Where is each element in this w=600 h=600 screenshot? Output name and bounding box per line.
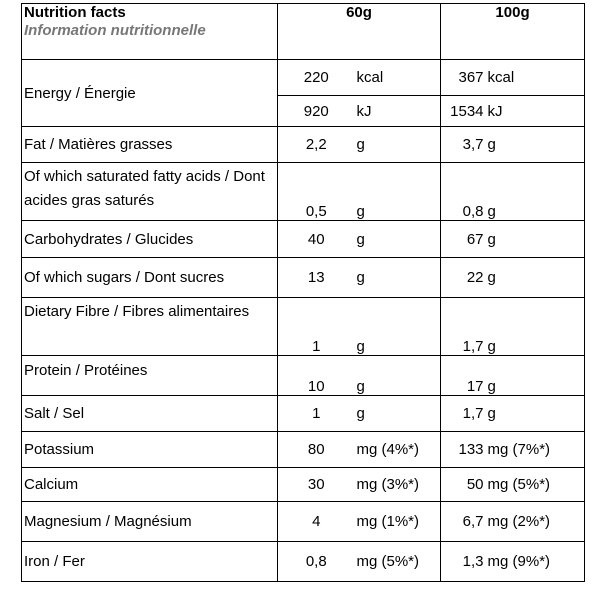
value-60g: 1 bbox=[278, 396, 355, 432]
value-100g: 133 bbox=[441, 432, 486, 468]
value-60g: 2,2 bbox=[278, 127, 355, 163]
table-row bbox=[22, 221, 585, 258]
unit-60g: kJ bbox=[355, 96, 441, 127]
value-100g: 22 bbox=[441, 258, 486, 298]
value-100g: 3,7 bbox=[441, 127, 486, 163]
table-row bbox=[22, 468, 585, 502]
nutrition-table bbox=[21, 3, 585, 582]
header-row bbox=[22, 4, 585, 60]
value-60g: 4 bbox=[278, 502, 355, 542]
header-title-cell bbox=[22, 4, 278, 60]
unit-100g: g bbox=[486, 163, 585, 221]
row-label: Salt / Sel bbox=[22, 396, 278, 432]
row-label: Iron / Fer bbox=[22, 542, 278, 582]
value-100g: 1,7 bbox=[441, 298, 486, 356]
value-60g: 30 bbox=[278, 468, 355, 502]
unit-100g: kJ bbox=[486, 96, 585, 127]
value-60g: 10 bbox=[278, 356, 355, 396]
row-label: Of which sugars / Dont sucres bbox=[22, 258, 278, 298]
row-label: Protein / Protéines bbox=[22, 356, 278, 396]
unit-60g: mg (3%*) bbox=[355, 468, 441, 502]
row-label: Fat / Matières grasses bbox=[22, 127, 278, 163]
table-row bbox=[22, 163, 585, 221]
unit-60g: g bbox=[355, 298, 441, 356]
row-label: Of which saturated fatty acids / Dont acides gras saturés bbox=[22, 163, 278, 221]
unit-100g: g bbox=[486, 298, 585, 356]
table-row bbox=[22, 127, 585, 163]
unit-60g: g bbox=[355, 396, 441, 432]
value-100g: 67 bbox=[441, 221, 486, 258]
unit-60g: g bbox=[355, 221, 441, 258]
value-60g: 220 bbox=[278, 60, 355, 96]
row-label: Calcium bbox=[22, 468, 278, 502]
table-title: Nutrition facts bbox=[24, 4, 126, 21]
table-row bbox=[22, 298, 585, 356]
value-60g: 920 bbox=[278, 96, 355, 127]
table-row bbox=[22, 502, 585, 542]
table-row bbox=[22, 396, 585, 432]
row-label: Magnesium / Magnésium bbox=[22, 502, 278, 542]
unit-60g: mg (4%*) bbox=[355, 432, 441, 468]
row-label: Potassium bbox=[22, 432, 278, 468]
table-subtitle: Information nutritionnelle bbox=[24, 22, 206, 39]
unit-100g: mg (2%*) bbox=[486, 502, 585, 542]
unit-60g: g bbox=[355, 258, 441, 298]
unit-60g: g bbox=[355, 356, 441, 396]
value-100g: 0,8 bbox=[441, 163, 486, 221]
value-100g: 1534 bbox=[441, 96, 486, 127]
table-row bbox=[22, 432, 585, 468]
unit-100g: g bbox=[486, 127, 585, 163]
unit-60g: mg (1%*) bbox=[355, 502, 441, 542]
unit-100g: g bbox=[486, 221, 585, 258]
value-60g: 0,5 bbox=[278, 163, 355, 221]
column-header-100g: 100g bbox=[441, 4, 585, 60]
unit-60g: g bbox=[355, 163, 441, 221]
energy-kcal-row bbox=[22, 60, 585, 96]
unit-60g: g bbox=[355, 127, 441, 163]
value-60g: 1 bbox=[278, 298, 355, 356]
table-row bbox=[22, 356, 585, 396]
table-row bbox=[22, 258, 585, 298]
unit-100g: mg (9%*) bbox=[486, 542, 585, 582]
column-header-60g: 60g bbox=[278, 4, 441, 60]
value-60g: 40 bbox=[278, 221, 355, 258]
unit-100g: g bbox=[486, 396, 585, 432]
value-100g: 17 bbox=[441, 356, 486, 396]
value-60g: 80 bbox=[278, 432, 355, 468]
value-60g: 0,8 bbox=[278, 542, 355, 582]
value-100g: 367 bbox=[441, 60, 486, 96]
unit-100g: mg (5%*) bbox=[486, 468, 585, 502]
unit-60g: kcal bbox=[355, 60, 441, 96]
value-100g: 6,7 bbox=[441, 502, 486, 542]
unit-100g: mg (7%*) bbox=[486, 432, 585, 468]
value-60g: 13 bbox=[278, 258, 355, 298]
value-100g: 1,7 bbox=[441, 396, 486, 432]
unit-100g: g bbox=[486, 356, 585, 396]
unit-60g: mg (5%*) bbox=[355, 542, 441, 582]
row-label: Energy / Énergie bbox=[22, 60, 278, 127]
value-100g: 50 bbox=[441, 468, 486, 502]
unit-100g: kcal bbox=[486, 60, 585, 96]
row-label: Carbohydrates / Glucides bbox=[22, 221, 278, 258]
value-100g: 1,3 bbox=[441, 542, 486, 582]
unit-100g: g bbox=[486, 258, 585, 298]
row-label: Dietary Fibre / Fibres alimentaires bbox=[22, 298, 278, 356]
table-row bbox=[22, 542, 585, 582]
